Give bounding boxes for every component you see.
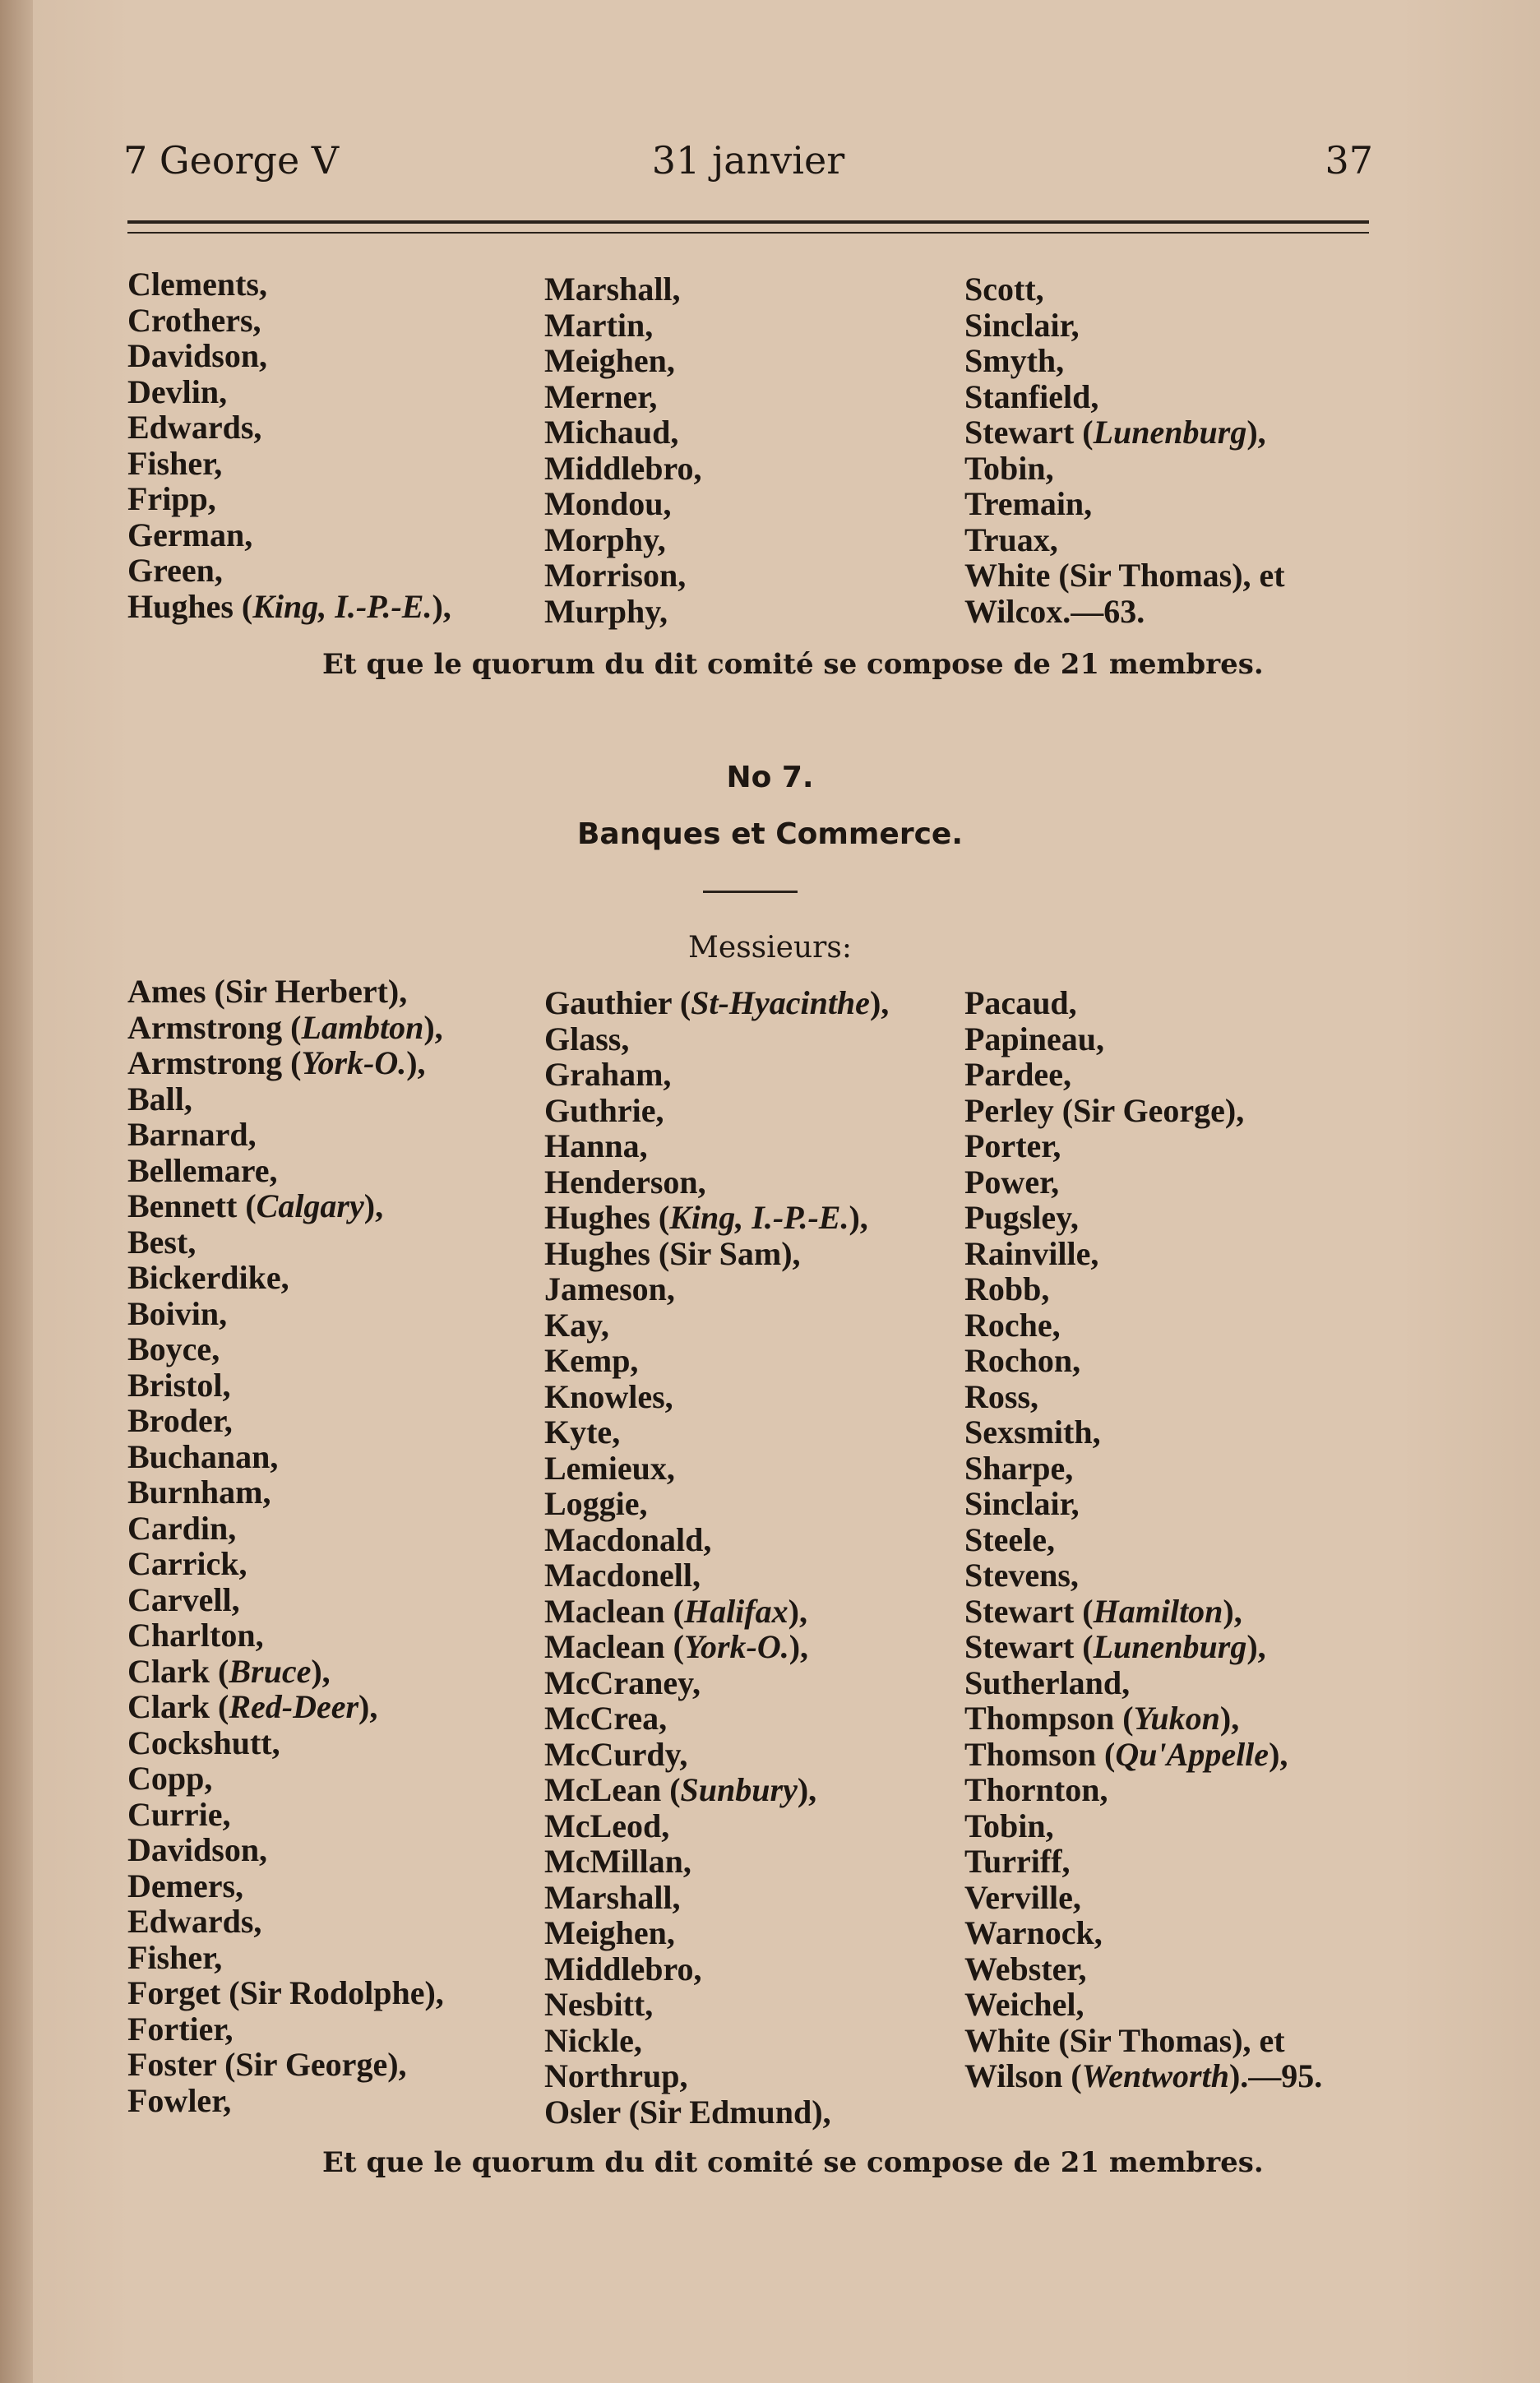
member-name: McCurdy, xyxy=(544,1735,688,1773)
member-name: Merner, xyxy=(544,377,658,415)
member-name: Steele, xyxy=(964,1520,1055,1558)
quorum-statement: Et que le quorum du dit comité se compose de 21 membres. xyxy=(322,2146,1264,2179)
member-name: Sinclair, xyxy=(964,306,1080,344)
member-name: Michaud, xyxy=(544,414,679,451)
member-name: Wilcox.—63. xyxy=(964,592,1145,630)
member-name: Davidson, xyxy=(127,1831,268,1868)
member-name: Burnham, xyxy=(127,1474,271,1511)
member-name: Carvell, xyxy=(127,1580,240,1618)
member-name: Sinclair, xyxy=(964,1485,1080,1522)
member-name: McLean (Sunbury), xyxy=(544,1771,817,1808)
member-name: Sexsmith, xyxy=(964,1414,1101,1451)
member-name: Boivin, xyxy=(127,1294,228,1332)
member-name: Porter, xyxy=(964,1127,1061,1164)
page-number: 37 xyxy=(1325,138,1373,183)
member-name: Stevens, xyxy=(964,1557,1079,1594)
member-name: Meighen, xyxy=(544,1914,675,1951)
member-name: Warnock, xyxy=(964,1914,1103,1951)
member-name: White (Sir Thomas), et xyxy=(964,2021,1285,2059)
member-name: Pugsley, xyxy=(964,1199,1079,1236)
member-name: Roche, xyxy=(964,1306,1061,1344)
member-column-3 xyxy=(964,271,1285,629)
quorum-statement: Et que le quorum du dit comité se compose de 21 membres. xyxy=(322,648,1264,681)
header-rule-thin xyxy=(127,232,1369,234)
member-name: Macdonald, xyxy=(544,1520,712,1558)
member-name: Glass, xyxy=(544,1020,630,1057)
member-name: Armstrong (York-O.), xyxy=(127,1044,426,1081)
member-name: Maclean (York-O.), xyxy=(544,1628,809,1665)
member-name: Green, xyxy=(127,552,223,589)
member-name: Bennett (Calgary), xyxy=(127,1187,384,1224)
member-name: Jameson, xyxy=(544,1270,675,1307)
member-name: Murphy, xyxy=(544,592,668,630)
running-header xyxy=(123,138,1373,196)
member-name: Thompson (Yukon), xyxy=(964,1700,1240,1737)
member-name: Fisher, xyxy=(127,1938,223,1976)
header-rule-thick xyxy=(127,220,1369,224)
member-column-2 xyxy=(544,985,889,2130)
member-name: Ames (Sir Herbert), xyxy=(127,973,408,1010)
member-name: Bristol, xyxy=(127,1366,231,1404)
member-name: Gauthier (St-Hyacinthe), xyxy=(544,984,890,1021)
member-name: Graham, xyxy=(544,1056,672,1093)
member-name: Edwards, xyxy=(127,1903,262,1940)
member-name: Thornton, xyxy=(964,1771,1108,1808)
header-regnal-year: 7 George V xyxy=(123,138,340,183)
member-name: Marshall, xyxy=(544,271,681,308)
member-name: Power, xyxy=(964,1163,1060,1201)
member-name: Rochon, xyxy=(964,1342,1081,1379)
member-name: Crothers, xyxy=(127,301,261,339)
member-name: Robb, xyxy=(964,1270,1050,1307)
member-name: Truax, xyxy=(964,521,1058,558)
member-name: Tremain, xyxy=(964,485,1093,522)
member-name: McLeod, xyxy=(544,1807,670,1844)
member-name: White (Sir Thomas), et xyxy=(964,557,1285,594)
member-name: Smyth, xyxy=(964,342,1065,379)
member-name: Cockshutt, xyxy=(127,1724,280,1761)
member-name: Osler (Sir Edmund), xyxy=(544,2093,831,2131)
member-name: Edwards, xyxy=(127,409,262,446)
member-name: Maclean (Halifax), xyxy=(544,1592,807,1630)
member-name: Ross, xyxy=(964,1377,1039,1415)
member-name: Armstrong (Lambton), xyxy=(127,1008,443,1046)
member-name: Morphy, xyxy=(544,521,666,558)
member-name: Lemieux, xyxy=(544,1449,675,1487)
member-name: Wilson (Wentworth).—95. xyxy=(964,2057,1323,2094)
member-name: Morrison, xyxy=(544,557,687,594)
member-name: Henderson, xyxy=(544,1163,706,1201)
book-binding-edge xyxy=(0,0,33,2383)
member-name: Loggie, xyxy=(544,1485,648,1522)
member-name: Rainville, xyxy=(964,1234,1099,1272)
member-name: Stewart (Hamilton), xyxy=(964,1592,1242,1630)
member-name: Barnard, xyxy=(127,1116,257,1153)
member-name: Northrup, xyxy=(544,2057,688,2094)
member-name: Fripp, xyxy=(127,480,216,517)
member-name: Stanfield, xyxy=(964,377,1099,415)
member-name: Macdonell, xyxy=(544,1557,701,1594)
member-column-3 xyxy=(964,985,1322,2094)
member-name: Stewart (Lunenburg), xyxy=(964,414,1266,451)
member-name: Currie, xyxy=(127,1795,231,1833)
member-name: Tobin, xyxy=(964,1807,1054,1844)
member-name: Middlebro, xyxy=(544,449,702,487)
committee-title: Banques et Commerce. xyxy=(576,817,964,851)
member-name: Mondou, xyxy=(544,485,672,522)
member-name: Ball, xyxy=(127,1080,192,1117)
member-name: Kyte, xyxy=(544,1414,621,1451)
member-name: Devlin, xyxy=(127,372,228,410)
member-name: McCraney, xyxy=(544,1663,701,1701)
member-name: Stewart (Lunenburg), xyxy=(964,1628,1266,1665)
member-name: Hughes (King, I.-P.-E.), xyxy=(127,587,451,625)
header-date: 31 janvier xyxy=(651,138,845,183)
title-rule xyxy=(703,891,798,893)
member-name: Pacaud, xyxy=(964,984,1077,1021)
member-name: Foster (Sir George), xyxy=(127,2046,407,2083)
member-name: Webster, xyxy=(964,1950,1087,1987)
member-name: Clark (Bruce), xyxy=(127,1652,331,1690)
member-name: Buchanan, xyxy=(127,1437,279,1475)
member-name: Forget (Sir Rodolphe), xyxy=(127,1974,444,2011)
member-name: Broder, xyxy=(127,1402,233,1439)
member-column-1 xyxy=(127,974,444,2118)
member-name: Nesbitt, xyxy=(544,1986,654,2023)
member-name: Clark (Red-Deer), xyxy=(127,1688,378,1725)
member-name: Nickle, xyxy=(544,2021,642,2059)
member-name: Carrick, xyxy=(127,1545,247,1582)
member-name: McCrea, xyxy=(544,1700,668,1737)
member-name: Guthrie, xyxy=(544,1091,664,1129)
committee-number: No 7. xyxy=(726,761,814,794)
member-name: Sharpe, xyxy=(964,1449,1074,1487)
member-name: Kemp, xyxy=(544,1342,639,1379)
member-name: Sutherland, xyxy=(964,1663,1131,1701)
member-name: Kay, xyxy=(544,1306,609,1344)
member-name: Scott, xyxy=(964,271,1044,308)
member-name: Fowler, xyxy=(127,2081,232,2119)
member-column-2 xyxy=(544,271,702,629)
member-name: Hughes (King, I.-P.-E.), xyxy=(544,1199,868,1236)
member-name: German, xyxy=(127,516,253,553)
member-name: Copp, xyxy=(127,1760,213,1797)
member-name: Bellemare, xyxy=(127,1151,278,1189)
member-name: Weichel, xyxy=(964,1986,1084,2023)
member-name: Hanna, xyxy=(544,1127,648,1164)
member-name: Marshall, xyxy=(544,1878,681,1916)
member-name: Davidson, xyxy=(127,337,268,374)
member-name: Pardee, xyxy=(964,1056,1071,1093)
member-name: Middlebro, xyxy=(544,1950,702,1987)
member-name: Turriff, xyxy=(964,1843,1071,1880)
member-name: Fisher, xyxy=(127,444,223,482)
member-name: Bickerdike, xyxy=(127,1259,289,1296)
member-name: Papineau, xyxy=(964,1020,1105,1057)
member-name: Knowles, xyxy=(544,1377,673,1415)
member-name: Best, xyxy=(127,1223,197,1261)
member-name: Clements, xyxy=(127,266,267,303)
member-name: Thomson (Qu'Appelle), xyxy=(964,1735,1288,1773)
member-name: Perley (Sir George), xyxy=(964,1091,1245,1129)
member-name: Fortier, xyxy=(127,2010,234,2048)
member-name: Demers, xyxy=(127,1867,244,1904)
member-column-1 xyxy=(127,266,451,624)
member-name: Boyce, xyxy=(127,1330,220,1367)
member-name: Charlton, xyxy=(127,1617,264,1654)
member-name: Martin, xyxy=(544,306,654,344)
salutation: Messieurs: xyxy=(688,931,852,965)
member-name: McMillan, xyxy=(544,1843,691,1880)
member-name: Cardin, xyxy=(127,1509,237,1547)
member-name: Tobin, xyxy=(964,449,1054,487)
member-name: Verville, xyxy=(964,1878,1081,1916)
member-name: Meighen, xyxy=(544,342,675,379)
member-name: Hughes (Sir Sam), xyxy=(544,1234,801,1272)
